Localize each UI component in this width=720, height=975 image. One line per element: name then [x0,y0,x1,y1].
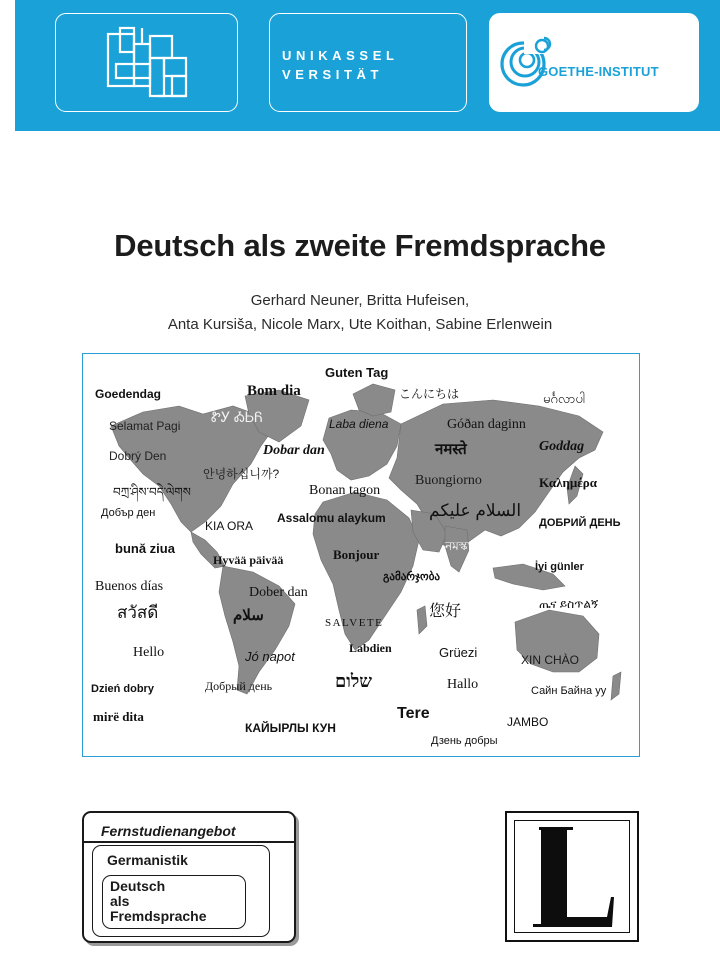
greeting-kia-ora: KIA ORA [205,519,254,533]
greeting-dzen-dobry: Дзень добры [431,735,498,747]
greeting-sawasdee: สวัสดี [117,603,159,622]
greeting-xin-chao: XIN CHÀO [521,653,580,667]
greeting-tere: Tere [397,705,430,722]
greeting-dober-dan: Dober dan [249,585,308,600]
course-line-1: Deutsch [110,878,166,894]
greeting-dobar-dan: Dobar dan [263,443,325,458]
greeting-annyeong: 안녕하십니까? [203,467,280,481]
greeting-goddag: Goddag [539,439,585,454]
greeting-dzien-dobry: Dzień dobry [91,683,154,695]
greeting-namaste: नमस्ते [435,441,467,458]
greeting-gamarjoba: გამარჯობა [383,571,440,583]
greeting-shalom: שלום [335,671,373,691]
greeting-nomoskar: নমস্কার [445,539,478,553]
dieff-logo-icon [56,14,239,113]
langenscheidt-logo [505,811,639,942]
header-bar [15,0,720,131]
greeting-selamat-pagi: Selamat Pagi [109,419,181,433]
greeting-dobar-den-bg: Добър ден [101,507,156,519]
book-title: Deutsch als zweite Fremdsprache [114,228,606,263]
series-box [82,811,296,943]
course-line-3: Fremdsprache [110,908,207,924]
greeting-salam: سلام [233,607,264,624]
greeting-dobryj-den: Добрый день [205,679,273,693]
series-divider [84,841,294,843]
greeting-gruezi: Grüezi [439,645,478,660]
greeting-mingalaba: မင်္ဂလာပါ [543,391,586,406]
greeting-labdien: Labdien [349,641,392,655]
greeting-buenos-dias: Buenos días [95,579,164,594]
kassel-line-1: UNIKASSEL [282,48,399,63]
subject-box [92,845,270,937]
goethe-institut-name: GOETHE-INSTITUT [538,64,659,79]
greeting-bonan-tagon: Bonan tagon [309,483,381,498]
goethe-institut-logo [489,13,699,112]
dieff-logo [55,13,238,112]
greeting-nin-hao: 您好 [429,603,462,620]
langenscheidt-l-icon [515,821,631,934]
world-map-greetings [82,353,640,757]
greeting-kaiyrly-kun: КАЙЫРЛЫ КУН [245,721,336,735]
greeting-salvete: SALVETE [325,617,384,629]
subject-label: Germanistik [107,852,188,868]
greeting-buna-ziua: bună ziua [115,541,175,556]
greeting-hyvaa-paivaa: Hyvää päivää [213,553,284,567]
greeting-jambo: JAMBO [507,715,549,729]
greeting-bonjour: Bonjour [333,547,380,562]
course-line-2: als [110,893,130,909]
greeting-konnichiwa: こんにちは [399,387,460,401]
course-box [102,875,246,929]
greeting-cherokee: ᏑᎩ ᎣᏏᏲ [211,409,263,425]
greeting-hello: Hello [133,645,165,660]
greeting-kalimera: Καλημέρα [539,475,598,490]
greeting-goedendag: Goedendag [95,387,162,401]
greeting-guten-tag: Guten Tag [325,365,389,380]
greeting-laba-diena: Laba diena [329,417,389,431]
series-label: Fernstudienangebot [101,823,236,839]
greeting-bom-dia: Bom dia [247,383,301,399]
goethe-swirl-icon [498,34,554,90]
uni-kassel-logo [269,13,467,112]
greeting-dobriy-den: ДОБРИЙ ДЕНЬ [539,517,621,529]
greeting-buongiorno: Buongiorno [415,473,482,488]
greeting-sain-baina-uu: Сайн Байна уу [531,685,607,697]
greeting-tena-yistilign: ጤና ይስጥልኝ [539,597,599,611]
greeting-hallo: Hallo [447,677,479,692]
greeting-godan-daginn: Góðan daginn [447,417,526,432]
greeting-tashi-delek: བཀྲ་ཤིས་བདེ་ལེགས [113,485,191,499]
greeting-jo-napot: Jó napot [245,649,295,664]
authors-line-2: Anta Kursiša, Nicole Marx, Ute Koithan, Sabine Erlenwein [167,316,553,333]
greeting-assalomu: Assalomu alaykum [277,511,386,525]
langenscheidt-logo-frame [514,820,630,933]
authors-line-1: Gerhard Neuner, Britta Hufeisen, [250,292,470,309]
greeting-salaam-alaikum: السلام عليكم [429,501,522,520]
greeting-dobry-den: Dobrý Den [109,449,167,463]
greeting-iyi-gunler: İyi günler [535,561,584,573]
kassel-line-2: VERSITÄT [282,67,384,82]
greeting-mire-dita: mirë dita [93,709,144,724]
